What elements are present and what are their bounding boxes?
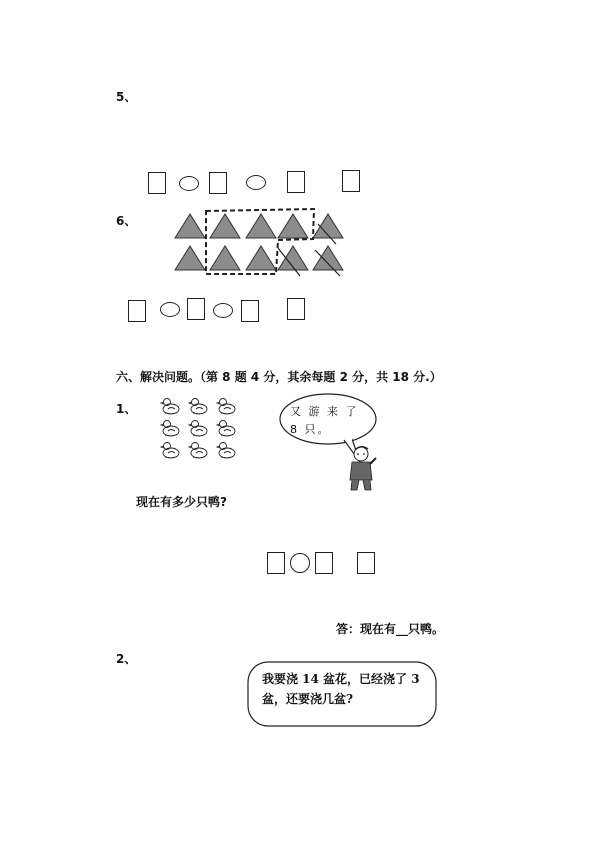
problem-1-question: 现在有多少只鸭? <box>136 495 227 509</box>
operator-circle[interactable] <box>246 175 266 190</box>
answer-box[interactable] <box>128 300 146 322</box>
duck-icon <box>217 443 235 459</box>
answer-box[interactable] <box>267 552 285 574</box>
answer-box[interactable] <box>241 300 259 322</box>
answer-box[interactable] <box>342 170 360 192</box>
ducks-illustration <box>158 394 248 466</box>
triangle-shape <box>278 214 308 238</box>
boy-figure-icon <box>346 444 378 492</box>
duck-icon <box>189 421 207 437</box>
triangle-shape <box>246 214 276 238</box>
duck-icon <box>217 399 235 415</box>
operator-circle[interactable] <box>160 302 180 317</box>
duck-icon <box>189 443 207 459</box>
triangle-shape <box>210 214 240 238</box>
triangle-shape <box>175 246 205 270</box>
operator-circle[interactable] <box>179 176 199 191</box>
answer-box[interactable] <box>148 172 166 194</box>
duck-icon <box>161 443 179 459</box>
triangle-shape <box>246 246 276 270</box>
problem-1-number: 1、 <box>116 402 137 416</box>
speech-bubble-1-text: 又 游 来 了 8 只。 <box>290 405 359 436</box>
question-5-number: 5、 <box>116 90 137 104</box>
answer-box[interactable] <box>315 552 333 574</box>
answer-box[interactable] <box>357 552 375 574</box>
section-heading: 六、解决问题。（第 8 题 4 分，其余每题 2 分，共 18 分.） <box>116 370 442 384</box>
answer-box[interactable] <box>287 171 305 193</box>
duck-icon <box>189 399 207 415</box>
problem-1-answer-statement: 答：现在有__只鸭。 <box>336 622 445 636</box>
duck-icon <box>217 421 235 437</box>
operator-circle[interactable] <box>213 303 233 318</box>
problem-2-number: 2、 <box>116 652 137 666</box>
triangle-shape <box>210 246 240 270</box>
duck-icon <box>161 399 179 415</box>
triangles-figure <box>168 206 358 278</box>
answer-box[interactable] <box>287 298 305 320</box>
answer-box[interactable] <box>187 298 205 320</box>
triangle-shape <box>313 246 343 270</box>
triangle-shape <box>175 214 205 238</box>
speech-bubble-2-text: 我要浇 14 盆花，已经浇了 3 盆，还要浇几盆? <box>262 672 420 706</box>
duck-icon <box>161 421 179 437</box>
question-6-number: 6、 <box>116 214 137 228</box>
operator-circle[interactable] <box>290 553 310 573</box>
answer-box[interactable] <box>209 172 227 194</box>
